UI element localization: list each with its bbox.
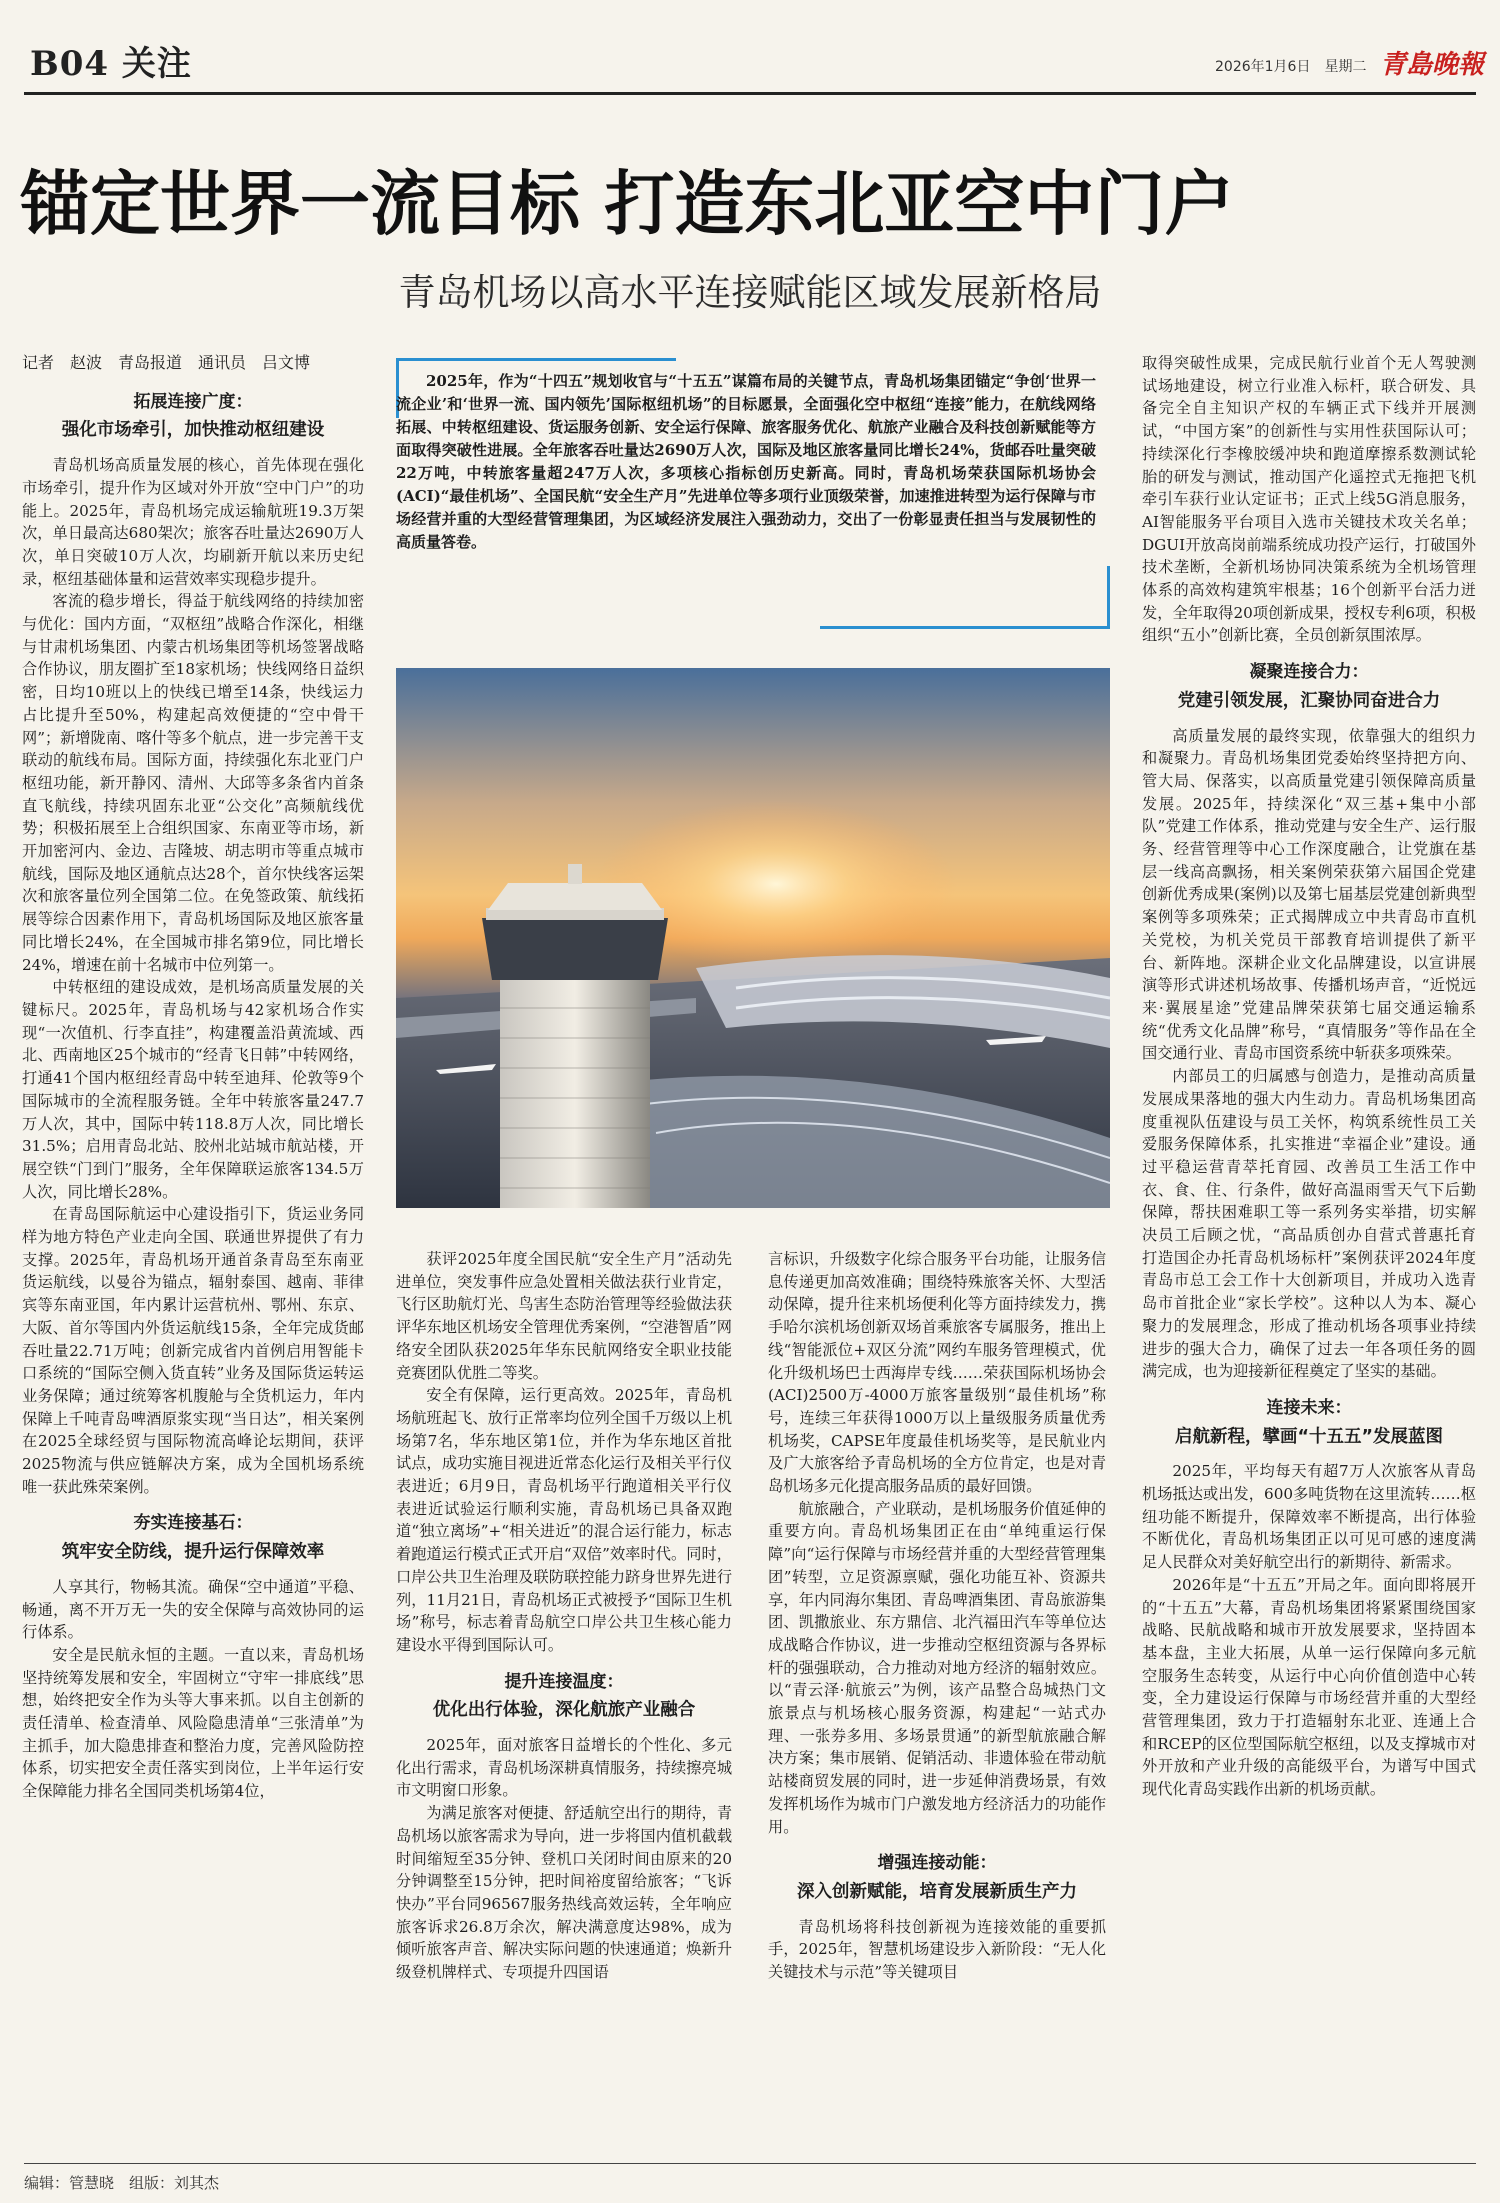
abstract-frame-corner <box>396 358 676 361</box>
paragraph: 安全有保障，运行更高效。2025年，青岛机场航班起飞、放行正常率均位列全国千万级以上机场第7名，华东地区第1位，并作为华东地区首批试点，成功实施目视进近常态化运行及相关平行仪表进近；6月9日，青岛机场平行跑道相关平行仪表进近试验运行顺利实施，青岛机场已具备双跑道“独立离场”+“相关进近”的混合运行能力，标志着跑道运行模式正式开启“双倍”效率时代。同时，口岸公共卫生治理及联防联控能力跻身世界先进行列，11月21日，青岛机场正式被授予“国际卫生机场”称号，标志着青岛航空口岸公共卫生核心能力建设水平得到国际认可。 <box>396 1386 732 1654</box>
abstract-frame-corner <box>1107 566 1110 629</box>
section-title: 筑牢安全防线，提升运行保障效率 <box>61 1542 325 1563</box>
header-rule <box>24 92 1476 95</box>
paragraph: 航旅融合，产业联动，是机场服务价值延伸的重要方向。青岛机场集团正在由“单纯重运行保障”向“运行保障与市场经营并重的大型经营管理集团”转型，立足资源禀赋，强化功能互补、资源共享，年内同海尔集团、青岛啤酒集团、青岛旅游集团、凯撒旅业、东方鼎信、北汽福田汽车等单位达成战略合作协议，进一步推动空枢纽资源与各界标杆的强强联动，合力推动对地方经济的辐射效应。以“青云泽·航旅云”为例，该产品整合岛城热门文旅景点与机场核心服务资源，构建起“一站式办理、一张券多用、多场景贯通”的新型航旅融合解决方案；集市展销、促销活动、非遗体验在带动航站楼商贸发展的同时，进一步延伸消费场景，有效发挥机场作为城市门户激发地方经济活力的功能作用。 <box>768 1499 1106 1836</box>
paragraph: 2025年，面对旅客日益增长的个性化、多元化出行需求，青岛机场深耕真情服务，持续擦亮城市文明窗口形象。 <box>396 1736 732 1800</box>
paragraph: 为满足旅客对便捷、舒适航空出行的期待，青岛机场以旅客需求为导向，进一步将国内值机截载时间缩短至35分钟、登机口关闭时间由原来的20分钟调整至15分钟，把时间裕度留给旅客；“飞诉快办”平台同96567服务热线高效运转，全年响应旅客诉求26.8万余次，解决满意度达98%，成为倾听旅客声音、解决实际问题的快速通道；焕新升级登机牌样式、专项提升四国语 <box>396 1804 732 1982</box>
page-label: B04 关注 <box>30 44 192 84</box>
headline: 锚定世界一流目标 打造东北亚空中门户 <box>20 162 1235 245</box>
paragraph: 青岛机场高质量发展的核心，首先体现在强化市场牵引，提升作为区域对外开放“空中门户”的功能上。2025年，青岛机场完成运输航班19.3万架次，单日最高达680架次；旅客吞吐量达2690万人次，单日突破10万人次，均刷新开航以来历史纪录，枢纽基础体量和运营效率实现稳步提升。 <box>22 456 364 588</box>
paragraph: 获评2025年度全国民航“安全生产月”活动先进单位，突发事件应急处置相关做法获行业肯定，飞行区助航灯光、鸟害生态防治管理等经验做法获评华东地区机场安全管理优秀案例，“空港智盾”网络安全团队获2025年华东民航网络安全职业技能竞赛团队优胜二等奖。 <box>396 1250 732 1382</box>
abstract: 2025年，作为“十四五”规划收官与“十五五”谋篇布局的关键节点，青岛机场集团锚定“争创‘世界一流企业’和‘世界一流、国内领先’国际枢纽机场”的目标愿景，全面强化空中枢纽“连接”能力，在航线网络拓展、中转枢纽建设、货运服务创新、安全运行保障、旅客服务优化、航旅产业融合及科技创新赋能等方面取得突破性进展。全年旅客吞吐量达2690万人次，国际及地区旅客量同比增长24%，货邮吞吐量突破22万吨，中转旅客量超247万人次，多项核心指标创历史新高。同时，青岛机场荣获国际机场协会(ACI)“最佳机场”、全国民航“安全生产月”先进单位等多项行业顶级荣誉，加速推进转型为运行保障与市场经营并重的大型经营管理集团，为区域经济发展注入强劲动力，交出了一份彰显责任担当与发展韧性的高质量答卷。 <box>396 372 1096 551</box>
issue-date: 2026年1月6日 星期二 <box>1215 59 1367 75</box>
newspaper-logo: 青島晚報 <box>1380 50 1485 80</box>
section-kicker: 连接未来： <box>1266 1397 1352 1418</box>
column-1 <box>22 352 364 1803</box>
paragraph: 取得突破性成果，完成民航行业首个无人驾驶测试场地建设，树立行业准入标杆，联合研发、具备完全自主知识产权的车辆正式下线并开展测试，“中国方案”的创新性与实用性获国际认可；持续深化行李橡胶缓冲块和跑道摩擦系数测试轮胎的研发与测试，推动国产化遥控式无拖把飞机牵引车获行业认定证书；正式上线5G消息服务，AI智能服务平台项目入选市关键技术攻关名单；DGUI开放高岗前端系统成功投产运行，打破国外技术垄断，全新机场协同决策系统为全机场管理体系的高效构建筑牢根基；16个创新平台活力迸发，全年取得20项创新成果，授权专利6项，积极组织“五小”创新比赛，全员创新氛围浓厚。 <box>1142 354 1476 645</box>
subheadline: 青岛机场以高水平连接赋能区域发展新格局 <box>398 271 1102 314</box>
column-2 <box>396 1248 732 1984</box>
footer-rule <box>24 2163 1476 2164</box>
paragraph: 2026年是“十五五”开局之年。面向即将展开的“十五五”大幕，青岛机场集团将紧紧围绕国家战略、民航战略和城市开放发展要求，坚持固本基本盘，主业大拓展，从单一运行保障向多元航空服务生态转变，从运行中心向价值创造中心转变，全力建设运行保障与市场经营并重的大型经营管理集团，致力于打造辐射东北亚、连通上合和RCEP的区位型国际航空枢纽，以及支撑城市对外开放和产业升级的高能级平台，为谱写中国式现代化青岛实践作出新的机场贡献。 <box>1142 1575 1476 1799</box>
airport-tower-photo <box>396 668 1110 1208</box>
paragraph: 在青岛国际航运中心建设指引下，货运业务同样为地方特色产业走向全国、联通世界提供了有力支撑。2025年，青岛机场开通首条青岛至东南亚货运航线，以曼谷为锚点，辐射泰国、越南、菲律宾等东南亚国，年内累计运营杭州、鄂州、东京、大阪、首尔等国内外货运航线15条，全年完成货邮吞吐量22.71万吨；创新完成省内首例启用智能卡口系统的“国际空侧入货直转”业务及国际货运转运业务保障；通过统筹客机腹舱与全货机运力，年内保障上千吨青岛啤酒原浆实现“当日达”，相关案例在2025全球经贸与国际物流高峰论坛期间，获评2025物流与供应链解决方案，成为全国机场系统唯一获此殊荣案例。 <box>22 1205 364 1496</box>
paragraph: 青岛机场将科技创新视为连接效能的重要抓手，2025年，智慧机场建设步入新阶段：“无人化关键技术与示范”等关键项目 <box>768 1917 1106 1982</box>
column-3 <box>768 1248 1106 1984</box>
abstract-frame-corner <box>820 626 1110 629</box>
column-4 <box>1142 352 1492 1801</box>
section-title: 党建引领发展，汇聚协同奋进合力 <box>1177 690 1441 711</box>
paragraph: 中转枢纽的建设成效，是机场高质量发展的关键标尺。2025年，青岛机场与42家机场合作实现“一次值机、行李直挂”，构建覆盖沿黄流域、西北、西南地区25个城市的“经青飞日韩”中转网络，打通41个国内枢纽经青岛中转至迪拜、伦敦等9个国际城市的全流程服务链。全年中转旅客量247.7万人次，其中，国际中转118.8万人次，同比增长31.5%；启用青岛北站、胶州北站城市航站楼，开展空铁“门到门”服务，全年保障联运旅客134.5万人次，同比增长28%。 <box>22 978 364 1201</box>
section-title: 深入创新赋能，培育发展新质生产力 <box>797 1881 1077 1902</box>
section-kicker: 夯实连接基石： <box>133 1513 253 1534</box>
paragraph: 高质量发展的最终实现，依靠强大的组织力和凝聚力。青岛机场集团党委始终坚持把方向、管大局、保落实，以高质量党建引领保障高质量发展。2025年，持续深化“双三基+集中小部队”党建工作体系，推动党建与安全生产、运行服务、经营管理等中心工作深度融合，让党旗在基层一线高高飘扬，相关案例荣获第六届国企党建创新优秀成果(案例)以及第七届基层党建创新典型案例等多项殊荣；正式揭牌成立中共青岛市直机关党校，为机关党员干部教育培训提供了新平台、新阵地。深耕企业文化品牌建设，以宣讲展演等形式讲述机场故事、传播机场声音，“近悦远来·翼展星途”党建品牌荣获第七届交通运输系统“优秀文化品牌”称号，“真情服务”等作品在全国交通行业、青岛市国资系统中斩获多项殊荣。 <box>1142 726 1476 1063</box>
byline: 记者 赵波 青岛报道 通讯员 吕文博 <box>22 353 311 372</box>
paragraph: 安全是民航永恒的主题。一直以来，青岛机场坚持统筹发展和安全，牢固树立“守牢一排底线”思想，始终把安全作为头等大事来抓。以自主创新的责任清单、检查清单、风险隐患清单“三张清单”为主抓手，加大隐患排查和整治力度，完善风险防控体系，切实把安全责任落实到岗位，上半年运行安全保障能力排名全国同类机场第4位， <box>22 1645 364 1801</box>
section-kicker: 凝聚连接合力： <box>1249 662 1369 683</box>
section-title: 强化市场牵引，加快推动枢纽建设 <box>61 420 325 441</box>
paragraph: 2025年，平均每天有超7万人次旅客从青岛机场抵达或出发，600多吨货物在这里流转……枢纽功能不断提升，保障效率不断提高，出行体验不断优化，青岛机场集团正以可见可感的速度满足人民群众对美好航空出行的新期待、新需求。 <box>1142 1462 1476 1572</box>
paragraph: 内部员工的归属感与创造力，是推动高质量发展成果落地的强大内生动力。青岛机场集团高度重视队伍建设与员工关怀，构筑系统性员工关爱服务保障体系，扎实推进“幸福企业”建设。通过平稳运营青萃托育园、改善员工生活工作中衣、食、住、行条件，做好高温雨雪天气下后勤保障，帮扶困难职工等一系列务实举措，切实解决员工后顾之忧，“高品质创办自营式普惠托育 打造国企办托青岛机场标杆”案例获评2024年度青岛市总工会工作十大创新项目，并成功入选青岛市首批企业“家长学校”。这种以人为本、凝心聚力的发展理念，形成了推动机场各项事业持续进步的强大合力，确保了过去一年各项任务的圆满完成，也为迎接新征程奠定了坚实的基础。 <box>1142 1067 1492 1381</box>
section-title: 优化出行体验，深化航旅产业融合 <box>432 1700 696 1721</box>
section-kicker: 增强连接动能： <box>877 1853 997 1874</box>
section-title: 启航新程，擘画“十五五”发展蓝图 <box>1174 1426 1443 1447</box>
editor-credits: 编辑：管慧晓 组版：刘其杰 <box>24 2174 220 2192</box>
paragraph: 人享其行，物畅其流。确保“空中通道”平稳、畅通，离不开万无一失的安全保障与高效协同的运行体系。 <box>22 1577 364 1642</box>
section-kicker: 拓展连接广度： <box>133 391 253 412</box>
paragraph: 客流的稳步增长，得益于航线网络的持续加密与优化：国内方面，“双枢纽”战略合作深化，相继与甘肃机场集团、内蒙古机场集团等机场签署战略合作协议，朋友圈扩至18家机场；快线网络日益织密，日均10班以上的快线已增至14条，快线运力占比提升至50%，构建起高效便捷的“空中骨干网”；新增陇南、喀什等多个航点，进一步完善干支联动的航线布局。国际方面，持续强化东北亚门户枢纽功能，新开静冈、清州、大邱等多条省内首条直飞航线，持续巩固东北亚“公交化”高频航线优势；积极拓展至上合组织国家、东南亚等市场，新开加密河内、金边、吉隆坡、胡志明市等重点城市航线，国际及地区通航点达28个，首尔快线客运架次和旅客量位列全国第二位。在免签政策、航线拓展等综合因素作用下，青岛机场国际及地区旅客量同比增长24%，在全国城市排名第9位，同比增长24%，增速在前十名城市中位列第一。 <box>22 592 364 974</box>
section-kicker: 提升连接温度： <box>504 1671 624 1692</box>
paragraph: 言标识，升级数字化综合服务平台功能，让服务信息传递更加高效准确；围绕特殊旅客关怀、大型活动保障，提升往来机场便利化等方面持续发力，携手哈尔滨机场创新双场首乘旅客专属服务，推出上线“智能派位+双区分流”网约车服务管理模式，优化升级机场巴士西海岸专线……荣获国际机场协会(ACI)2500万-4000万旅客量级别“最佳机场”称号，连续三年获得1000万以上量级服务质量优秀机场奖，CAPSE年度最佳机场奖等，是民航业内及广大旅客给予青岛机场的全方位肯定，也是对青岛机场多元化提高服务品质的最好回馈。 <box>768 1250 1106 1496</box>
